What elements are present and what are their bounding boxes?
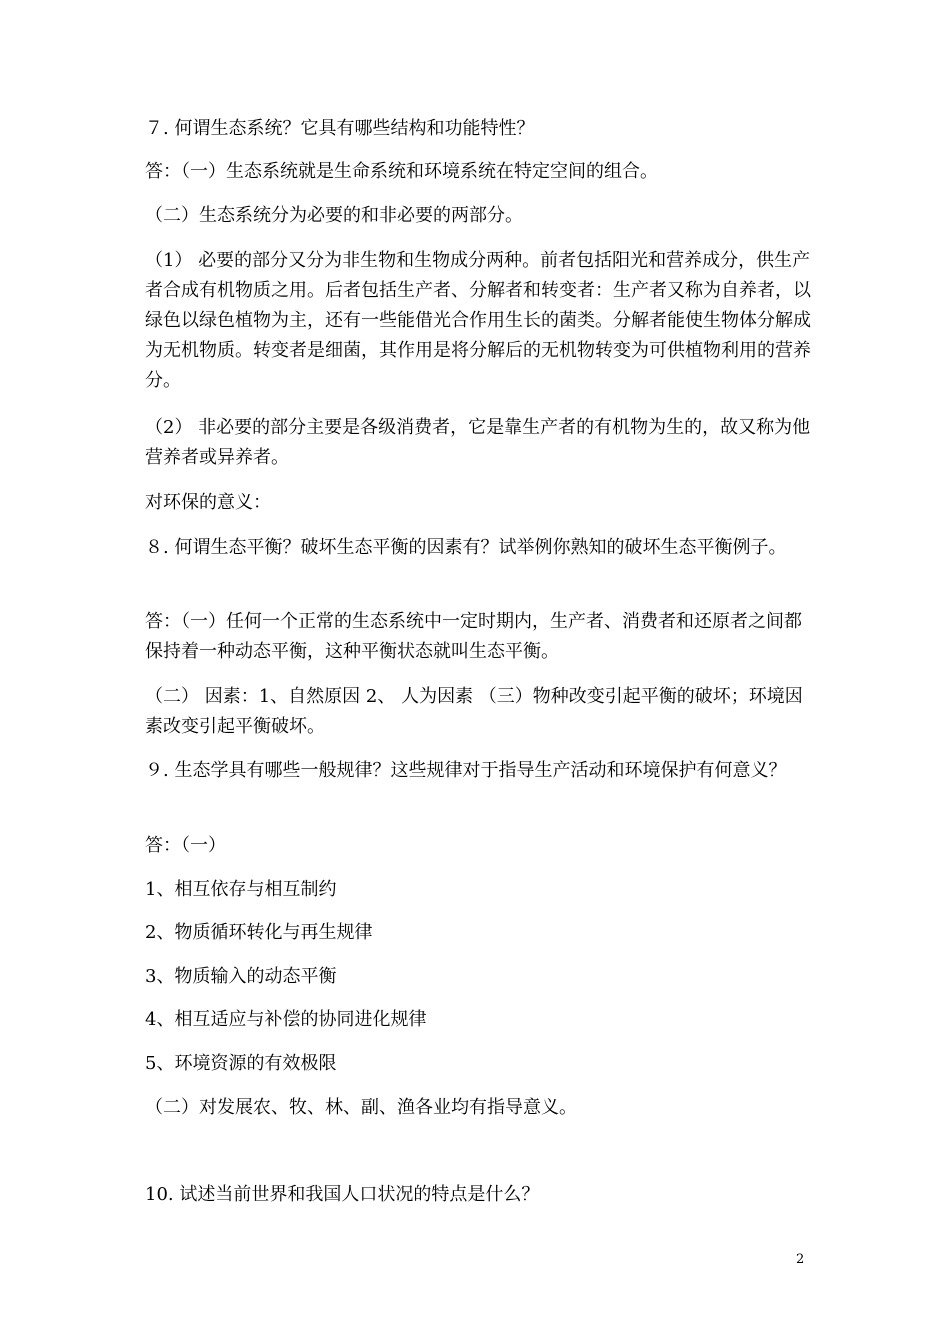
answer-8-part-1: 答：（一）任何一个正常的生态系统中一定时期内，生产者、消费者和还原者之间都保持着一种动态平衡，这种平衡状态就叫生态平衡。 [145,611,802,662]
question-7: ７. 何谓生态系统？它具有哪些结构和功能特性？ [145,118,535,139]
law-4: 4、相互适应与补偿的协同进化规律 [145,1009,427,1030]
answer-7-item-2: （2） 非必要的部分主要是各级消费者，它是靠生产者的有机物为生的，故又称为他营养者或异养者。 [145,417,811,468]
question-9: ９. 生态学具有哪些一般规律？这些规律对于指导生产活动和环境保护有何意义？ [145,760,787,781]
law-2: 2、物质循环转化与再生规律 [145,922,373,943]
answer-8-part-2: （二） 因素：1、自然原因 2、 人为因素 （三）物种改变引起平衡的破坏；环境因素改变引起平衡破坏。 [145,686,803,737]
page-number: 2 [796,1252,805,1267]
law-5: 5、环境资源的有效极限 [145,1053,337,1074]
answer-9-heading: 答：（一） [145,835,226,856]
question-8: ８. 何谓生态平衡？破坏生态平衡的因素有？试举例你熟知的破坏生态平衡例子。 [145,537,787,558]
law-3: 3、物质输入的动态平衡 [145,966,337,987]
answer-7-part-1: 答：（一）生态系统就是生命系统和环境系统在特定空间的组合。 [145,161,658,182]
question-10: 10. 试述当前世界和我国人口状况的特点是什么？ [145,1184,540,1205]
environmental-significance-label: 对环保的意义： [145,492,271,513]
answer-9-part-2: （二）对发展农、牧、林、副、渔各业均有指导意义。 [145,1097,577,1118]
answer-7-item-1: （1） 必要的部分又分为非生物和生物成分两种。前者包括阳光和营养成分，供生产者合成有机物质之用。后者包括生产者、分解者和转变者：生产者又称为自养者，以绿色以绿色植物为主，还有一些能借光合作用生长的菌类。分解者能使生物体分解成为无机物质。转变者是细菌，其作用是将分解后的无机物转变为可供植物利用的营养分。 [145,250,811,391]
answer-7-part-2: （二）生态系统分为必要的和非必要的两部分。 [145,205,523,226]
law-1: 1、相互依存与相互制约 [145,879,337,900]
